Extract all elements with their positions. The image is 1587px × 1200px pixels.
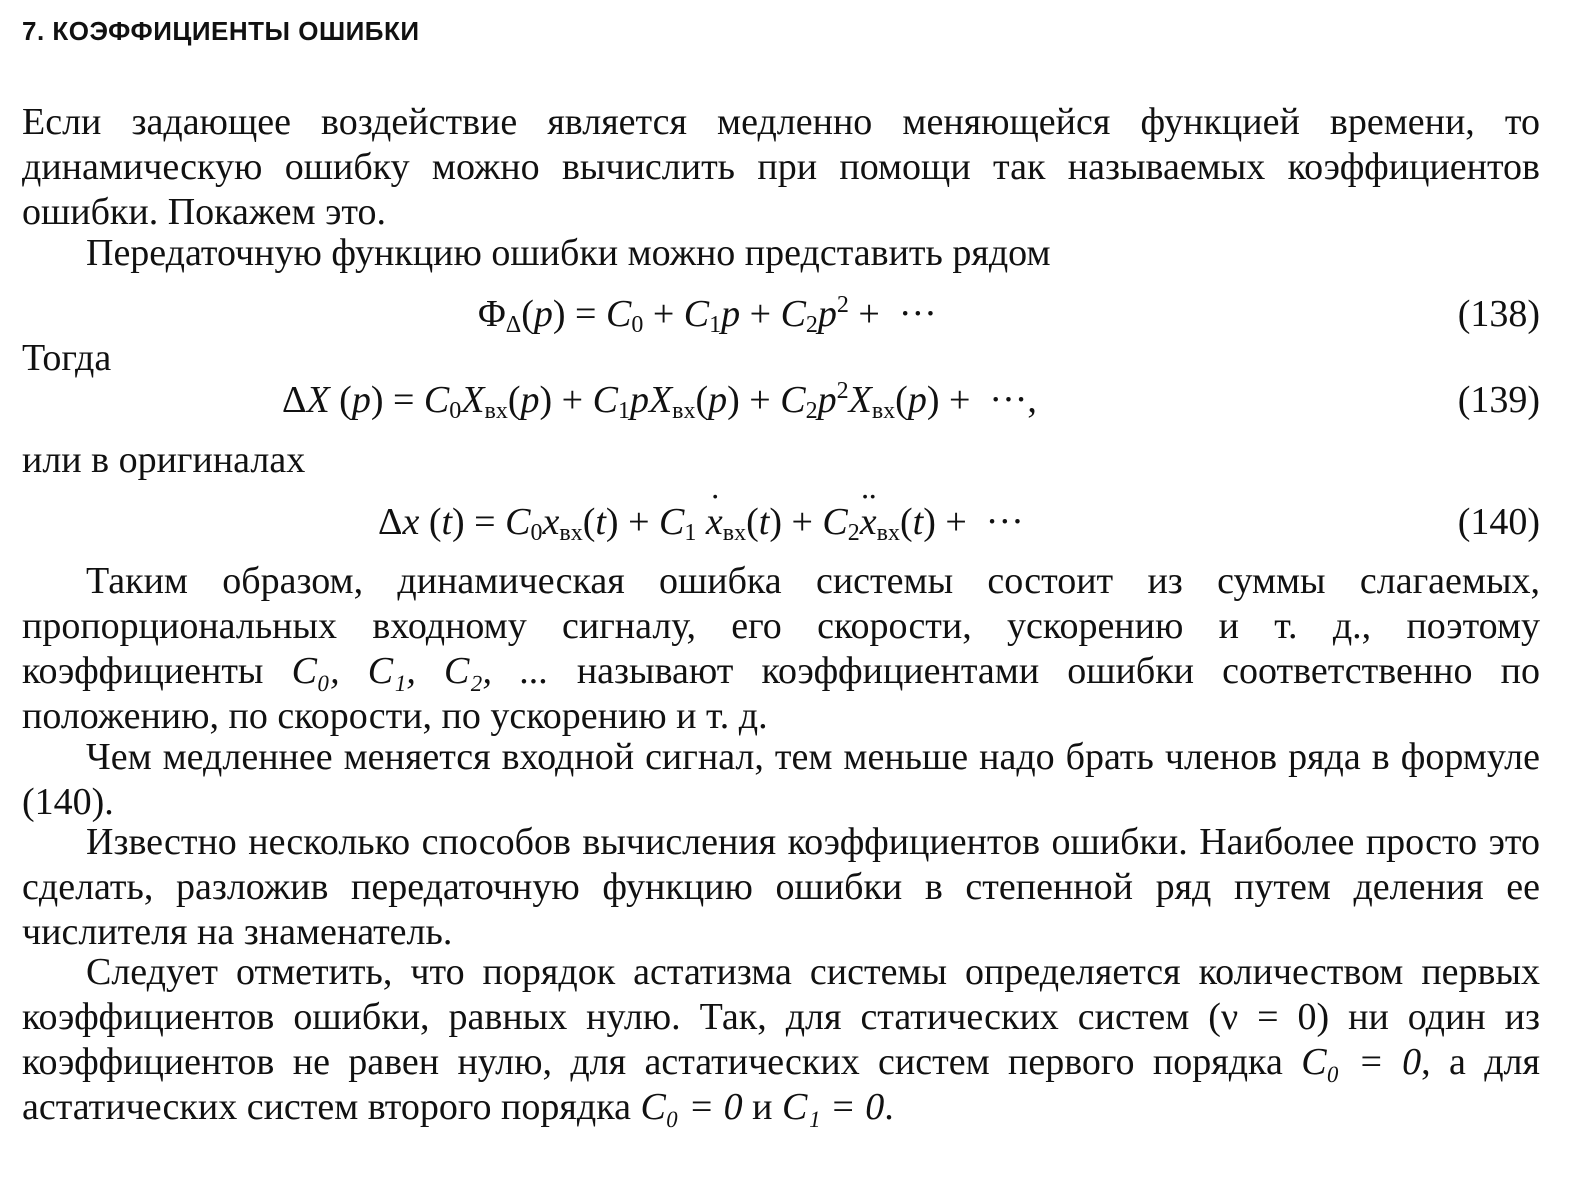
paragraph-series: Передаточную функцию ошибки можно представить рядом [86, 232, 1051, 274]
paragraph-intro: Если задающее воздействие является медленно меняющейся функцией времени, то динамическую ошибку можно вычислить при помощи так называемых коэффициентов ошибки. Покажем это. [22, 101, 1540, 233]
paragraph-methods: Известно несколько способов вычисления коэффициентов ошибки. Наиболее просто это сделать, разложив передаточную функцию ошибки в степенной ряд путем деления ее числителя на знаменатель. [22, 821, 1540, 953]
equation-138-text: $\Phi_\Delta(p) = C_0 + C_1p + C_2p^2$ + ··· [478, 292, 937, 338]
equation-140-label: (140) [1457, 501, 1540, 543]
c0-zero-second: C₀ = 0 [640, 1086, 743, 1128]
paragraph-slow-signal: Чем медленнее меняется входной сигнал, тем меньше надо брать членов ряда в формуле (140). [22, 736, 1540, 823]
equation-140 [378, 500, 1024, 545]
paragraph-conclusion-part-a: Таким образом, динамическая ошибка системы состоит из суммы слагаемых, пропорциональных входному сигналу, его скорости, ускорению и т. д., поэтому коэффициенты [22, 560, 1540, 692]
paragraph-astatism-part-a: Следует отметить, что порядок астатизма системы определяется количеством первых коэффициентов ошибки, равных нулю. Так, для статических систем (ν = 0) ни один из коэффициентов не равен нулю, для астатических систем первого порядка [22, 951, 1540, 1083]
equation-138-label: (138) [1457, 293, 1540, 335]
paragraph-conclusion-part-b: называют коэффициентами ошибки соответственно по положению, по скорости, по ускорению и т. д. [22, 650, 1540, 737]
section-heading: 7. КОЭФФИЦИЕНТЫ ОШИБКИ [22, 16, 420, 46]
paragraph-then: Тогда [22, 337, 112, 379]
paragraph-astatism-part-b: , а для астатических систем второго порядка [22, 1041, 1540, 1128]
equation-139-text: ΔX $(p) = C_0X_{вх}(p) + C_1pX_{вх}(p) + C_2p^2X_{вх}(p)$ + ···, [282, 378, 1037, 424]
paragraph-conclusion [22, 559, 1540, 739]
coefficients-list: C₀, C₁, C₂, ... [291, 650, 549, 692]
paragraph-astatism-part-c: и [742, 1086, 782, 1128]
paragraph-originals: или в оригиналах [22, 439, 306, 481]
paragraph-astatism [22, 950, 1540, 1130]
equation-139-label: (139) [1457, 379, 1540, 421]
equation-139 [282, 378, 1037, 423]
paragraph-astatism-part-d: . [884, 1086, 894, 1128]
c1-zero: C₁ = 0 [782, 1086, 885, 1128]
equation-140-text: Δx $(t) = C_0x_{вх}(t) + C_1 \cdot x_{вх}(t) + C_2\cdot\cdot x_{вх}(t)$ + ··· [378, 501, 1024, 543]
equation-138 [478, 292, 937, 337]
c0-zero: C₀ = 0 [1301, 1041, 1422, 1083]
